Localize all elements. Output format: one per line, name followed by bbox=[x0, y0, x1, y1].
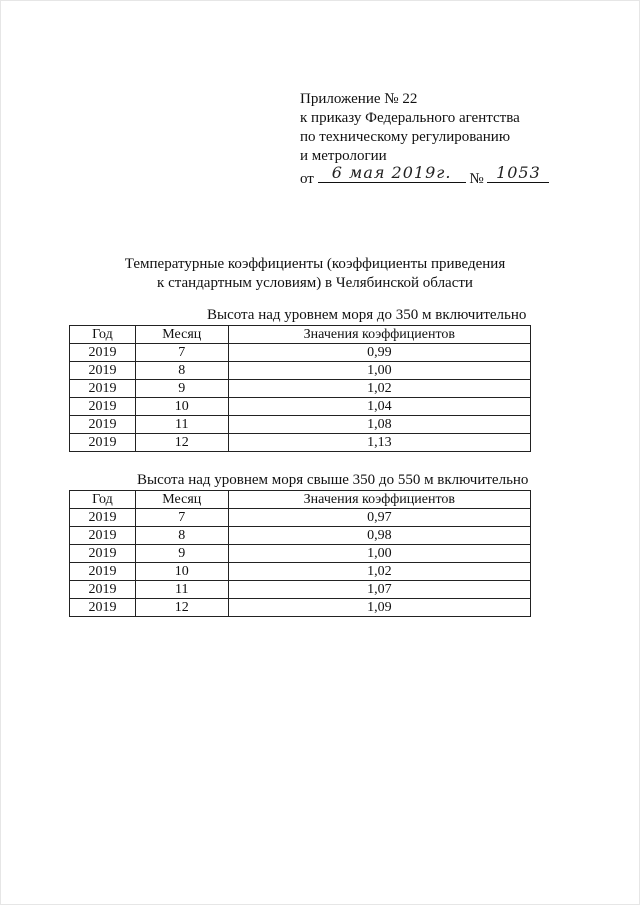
table-header-row bbox=[70, 491, 531, 509]
table-row bbox=[70, 416, 531, 434]
cell-value: 1,02 bbox=[228, 380, 530, 398]
header-year: Год bbox=[70, 326, 136, 344]
cell-year: 2019 bbox=[70, 434, 136, 452]
table-row bbox=[70, 563, 531, 581]
title-line-1: Температурные коэффициенты (коэффициенты приведения bbox=[124, 256, 506, 272]
cell-value: 1,09 bbox=[228, 599, 530, 617]
cell-value: 1,02 bbox=[228, 563, 530, 581]
table-1-caption: Высота над уровнем моря до 350 м включительно bbox=[207, 307, 527, 323]
cell-year: 2019 bbox=[70, 581, 136, 599]
appendix-header bbox=[300, 90, 620, 189]
table-row bbox=[70, 527, 531, 545]
cell-month: 8 bbox=[135, 527, 228, 545]
number-label: № bbox=[469, 171, 484, 187]
table-row bbox=[70, 434, 531, 452]
cell-value: 0,97 bbox=[228, 509, 530, 527]
cell-year: 2019 bbox=[70, 599, 136, 617]
cell-month: 12 bbox=[135, 434, 228, 452]
cell-month: 9 bbox=[135, 380, 228, 398]
cell-year: 2019 bbox=[70, 416, 136, 434]
header-values: Значения коэффициентов bbox=[228, 491, 530, 509]
handwritten-number: 1053 bbox=[496, 163, 541, 182]
appendix-number: Приложение № 22 bbox=[300, 91, 418, 107]
table-row bbox=[70, 599, 531, 617]
table-row bbox=[70, 398, 531, 416]
table-row bbox=[70, 380, 531, 398]
table-row bbox=[70, 509, 531, 527]
coefficients-table-2 bbox=[69, 490, 531, 617]
header-month: Месяц bbox=[135, 326, 228, 344]
document-title bbox=[100, 255, 530, 293]
title-line-2: к стандартным условиям) в Челябинской области bbox=[157, 275, 473, 291]
cell-value: 1,00 bbox=[228, 362, 530, 380]
cell-year: 2019 bbox=[70, 380, 136, 398]
appendix-metrology-line: и метрологии bbox=[300, 148, 387, 164]
date-field bbox=[318, 163, 466, 183]
header-year: Год bbox=[70, 491, 136, 509]
header-month: Месяц bbox=[135, 491, 228, 509]
handwritten-date: 6 мая 2019г. bbox=[331, 163, 452, 182]
cell-month: 9 bbox=[135, 545, 228, 563]
cell-month: 7 bbox=[135, 509, 228, 527]
cell-value: 1,00 bbox=[228, 545, 530, 563]
cell-month: 10 bbox=[135, 563, 228, 581]
table-row bbox=[70, 581, 531, 599]
cell-value: 1,08 bbox=[228, 416, 530, 434]
cell-year: 2019 bbox=[70, 545, 136, 563]
cell-year: 2019 bbox=[70, 527, 136, 545]
header-values: Значения коэффициентов bbox=[228, 326, 530, 344]
table-2-caption: Высота над уровнем моря свыше 350 до 550 м включительно bbox=[137, 472, 529, 488]
cell-month: 7 bbox=[135, 344, 228, 362]
cell-year: 2019 bbox=[70, 398, 136, 416]
table-row bbox=[70, 362, 531, 380]
cell-month: 10 bbox=[135, 398, 228, 416]
table-row bbox=[70, 344, 531, 362]
cell-value: 0,99 bbox=[228, 344, 530, 362]
cell-year: 2019 bbox=[70, 344, 136, 362]
cell-value: 1,13 bbox=[228, 434, 530, 452]
cell-year: 2019 bbox=[70, 509, 136, 527]
appendix-agency-line: по техническому регулированию bbox=[300, 129, 511, 145]
cell-month: 11 bbox=[135, 581, 228, 599]
table-header-row bbox=[70, 326, 531, 344]
cell-month: 8 bbox=[135, 362, 228, 380]
table-row bbox=[70, 545, 531, 563]
cell-value: 1,07 bbox=[228, 581, 530, 599]
appendix-order-line: к приказу Федерального агентства bbox=[300, 110, 520, 126]
cell-value: 0,98 bbox=[228, 527, 530, 545]
appendix-date-number-line bbox=[300, 163, 620, 189]
from-label: от bbox=[300, 171, 314, 187]
cell-month: 11 bbox=[135, 416, 228, 434]
cell-year: 2019 bbox=[70, 362, 136, 380]
cell-month: 12 bbox=[135, 599, 228, 617]
coefficients-table-1 bbox=[69, 325, 531, 452]
cell-year: 2019 bbox=[70, 563, 136, 581]
number-field bbox=[487, 163, 549, 183]
cell-value: 1,04 bbox=[228, 398, 530, 416]
